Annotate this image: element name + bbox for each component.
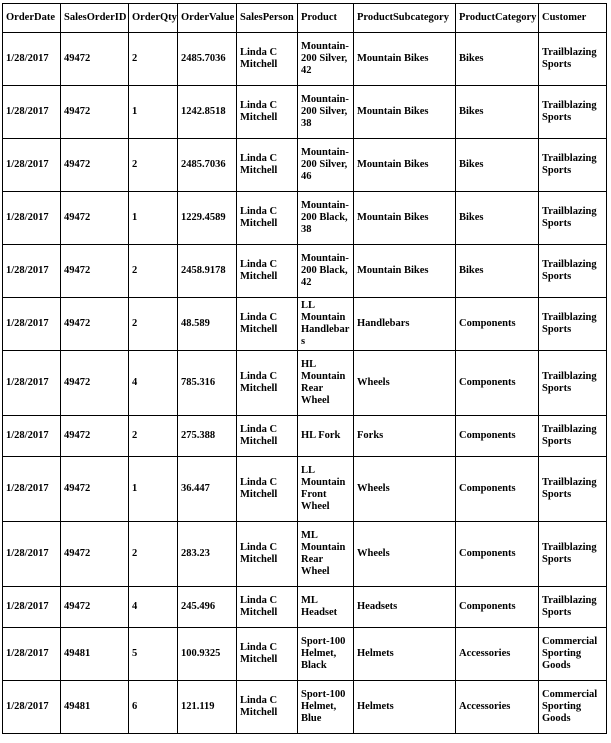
order-qty-cell: 2 [129, 33, 178, 86]
customer-cell: Trailblazing Sports [539, 587, 607, 628]
customer-cell: Commercial Sporting Goods [539, 628, 607, 681]
product-category-cell: Bikes [456, 245, 539, 298]
sales-order-id-cell: 49472 [61, 298, 129, 351]
product-category-cell: Components [456, 457, 539, 522]
sales-order-id-cell: 49472 [61, 139, 129, 192]
order-date-cell: 1/28/2017 [3, 587, 61, 628]
sales-person-cell: Linda C Mitchell [237, 192, 298, 245]
sales-order-table [2, 3, 607, 734]
header-order-qty: OrderQty [129, 4, 178, 33]
order-value-cell: 48.589 [178, 298, 237, 351]
product-cell: Mountain-200 Silver, 42 [298, 33, 354, 86]
customer-cell: Trailblazing Sports [539, 245, 607, 298]
table-row [3, 33, 607, 86]
table-row [3, 416, 607, 457]
product-category-cell: Bikes [456, 192, 539, 245]
product-category-cell: Components [456, 522, 539, 587]
table-row [3, 457, 607, 522]
order-qty-cell: 4 [129, 587, 178, 628]
sales-order-id-cell: 49472 [61, 522, 129, 587]
product-cell: ML Headset [298, 587, 354, 628]
product-category-cell: Components [456, 587, 539, 628]
table-row [3, 351, 607, 416]
order-value-cell: 121.119 [178, 681, 237, 734]
order-qty-cell: 2 [129, 298, 178, 351]
order-value-cell: 100.9325 [178, 628, 237, 681]
order-qty-cell: 1 [129, 86, 178, 139]
order-qty-cell: 2 [129, 522, 178, 587]
order-date-cell: 1/28/2017 [3, 245, 61, 298]
product-subcategory-cell: Helmets [354, 681, 456, 734]
sales-order-id-cell: 49481 [61, 681, 129, 734]
sales-person-cell: Linda C Mitchell [237, 587, 298, 628]
sales-order-id-cell: 49472 [61, 245, 129, 298]
order-value-cell: 275.388 [178, 416, 237, 457]
order-date-cell: 1/28/2017 [3, 139, 61, 192]
customer-cell: Commercial Sporting Goods [539, 681, 607, 734]
product-subcategory-cell: Wheels [354, 351, 456, 416]
product-cell: Mountain-200 Black, 42 [298, 245, 354, 298]
order-qty-cell: 1 [129, 457, 178, 522]
sales-order-id-cell: 49472 [61, 192, 129, 245]
product-subcategory-cell: Mountain Bikes [354, 33, 456, 86]
table-row [3, 245, 607, 298]
order-date-cell: 1/28/2017 [3, 628, 61, 681]
product-subcategory-cell: Helmets [354, 628, 456, 681]
product-category-cell: Bikes [456, 139, 539, 192]
product-cell: Mountain-200 Silver, 46 [298, 139, 354, 192]
sales-person-cell: Linda C Mitchell [237, 416, 298, 457]
product-category-cell: Bikes [456, 33, 539, 86]
sales-person-cell: Linda C Mitchell [237, 298, 298, 351]
header-product-category: ProductCategory [456, 4, 539, 33]
table-row [3, 298, 607, 351]
product-subcategory-cell: Mountain Bikes [354, 139, 456, 192]
product-cell: HL Fork [298, 416, 354, 457]
product-cell: Mountain-200 Black, 38 [298, 192, 354, 245]
customer-cell: Trailblazing Sports [539, 86, 607, 139]
customer-cell: Trailblazing Sports [539, 298, 607, 351]
customer-cell: Trailblazing Sports [539, 139, 607, 192]
order-value-cell: 1229.4589 [178, 192, 237, 245]
product-cell: Sport-100 Helmet, Black [298, 628, 354, 681]
customer-cell: Trailblazing Sports [539, 457, 607, 522]
order-qty-cell: 5 [129, 628, 178, 681]
order-date-cell: 1/28/2017 [3, 457, 61, 522]
table-row [3, 628, 607, 681]
order-date-cell: 1/28/2017 [3, 33, 61, 86]
table-row [3, 192, 607, 245]
order-value-cell: 2485.7036 [178, 33, 237, 86]
header-customer: Customer [539, 4, 607, 33]
order-value-cell: 36.447 [178, 457, 237, 522]
sales-order-id-cell: 49481 [61, 628, 129, 681]
product-cell: Mountain-200 Silver, 38 [298, 86, 354, 139]
order-value-cell: 2485.7036 [178, 139, 237, 192]
product-cell: Sport-100 Helmet, Blue [298, 681, 354, 734]
customer-cell: Trailblazing Sports [539, 351, 607, 416]
sales-person-cell: Linda C Mitchell [237, 457, 298, 522]
order-qty-cell: 1 [129, 192, 178, 245]
sales-person-cell: Linda C Mitchell [237, 245, 298, 298]
customer-cell: Trailblazing Sports [539, 192, 607, 245]
sales-order-id-cell: 49472 [61, 587, 129, 628]
product-subcategory-cell: Mountain Bikes [354, 86, 456, 139]
order-value-cell: 245.496 [178, 587, 237, 628]
order-qty-cell: 6 [129, 681, 178, 734]
sales-person-cell: Linda C Mitchell [237, 681, 298, 734]
order-value-cell: 283.23 [178, 522, 237, 587]
header-sales-order-id: SalesOrderID [61, 4, 129, 33]
product-subcategory-cell: Mountain Bikes [354, 245, 456, 298]
sales-person-cell: Linda C Mitchell [237, 139, 298, 192]
sales-order-id-cell: 49472 [61, 351, 129, 416]
order-date-cell: 1/28/2017 [3, 192, 61, 245]
header-product: Product [298, 4, 354, 33]
product-cell: ML Mountain Rear Wheel [298, 522, 354, 587]
sales-person-cell: Linda C Mitchell [237, 86, 298, 139]
order-date-cell: 1/28/2017 [3, 416, 61, 457]
order-value-cell: 1242.8518 [178, 86, 237, 139]
table-body [3, 33, 607, 734]
table-row [3, 139, 607, 192]
customer-cell: Trailblazing Sports [539, 522, 607, 587]
sales-order-id-cell: 49472 [61, 416, 129, 457]
header-order-value: OrderValue [178, 4, 237, 33]
header-product-subcategory: ProductSubcategory [354, 4, 456, 33]
order-value-cell: 785.316 [178, 351, 237, 416]
sales-person-cell: Linda C Mitchell [237, 351, 298, 416]
order-value-cell: 2458.9178 [178, 245, 237, 298]
product-category-cell: Components [456, 416, 539, 457]
product-category-cell: Components [456, 298, 539, 351]
product-subcategory-cell: Mountain Bikes [354, 192, 456, 245]
sales-order-id-cell: 49472 [61, 86, 129, 139]
order-date-cell: 1/28/2017 [3, 522, 61, 587]
header-sales-person: SalesPerson [237, 4, 298, 33]
product-cell: HL Mountain Rear Wheel [298, 351, 354, 416]
order-qty-cell: 2 [129, 416, 178, 457]
header-order-date: OrderDate [3, 4, 61, 33]
sales-order-id-cell: 49472 [61, 457, 129, 522]
order-date-cell: 1/28/2017 [3, 681, 61, 734]
product-subcategory-cell: Handlebars [354, 298, 456, 351]
sales-person-cell: Linda C Mitchell [237, 33, 298, 86]
table-row [3, 681, 607, 734]
table-header-row [3, 4, 607, 33]
sales-order-id-cell: 49472 [61, 33, 129, 86]
order-date-cell: 1/28/2017 [3, 298, 61, 351]
order-qty-cell: 2 [129, 245, 178, 298]
product-category-cell: Components [456, 351, 539, 416]
product-category-cell: Accessories [456, 628, 539, 681]
product-subcategory-cell: Wheels [354, 457, 456, 522]
product-subcategory-cell: Headsets [354, 587, 456, 628]
table-row [3, 522, 607, 587]
order-date-cell: 1/28/2017 [3, 351, 61, 416]
product-subcategory-cell: Wheels [354, 522, 456, 587]
product-subcategory-cell: Forks [354, 416, 456, 457]
product-category-cell: Accessories [456, 681, 539, 734]
table-row [3, 587, 607, 628]
order-qty-cell: 2 [129, 139, 178, 192]
product-cell: LL Mountain Handlebars [298, 298, 354, 351]
product-category-cell: Bikes [456, 86, 539, 139]
customer-cell: Trailblazing Sports [539, 416, 607, 457]
sales-person-cell: Linda C Mitchell [237, 522, 298, 587]
table-row [3, 86, 607, 139]
product-cell: LL Mountain Front Wheel [298, 457, 354, 522]
customer-cell: Trailblazing Sports [539, 33, 607, 86]
sales-person-cell: Linda C Mitchell [237, 628, 298, 681]
order-date-cell: 1/28/2017 [3, 86, 61, 139]
order-qty-cell: 4 [129, 351, 178, 416]
